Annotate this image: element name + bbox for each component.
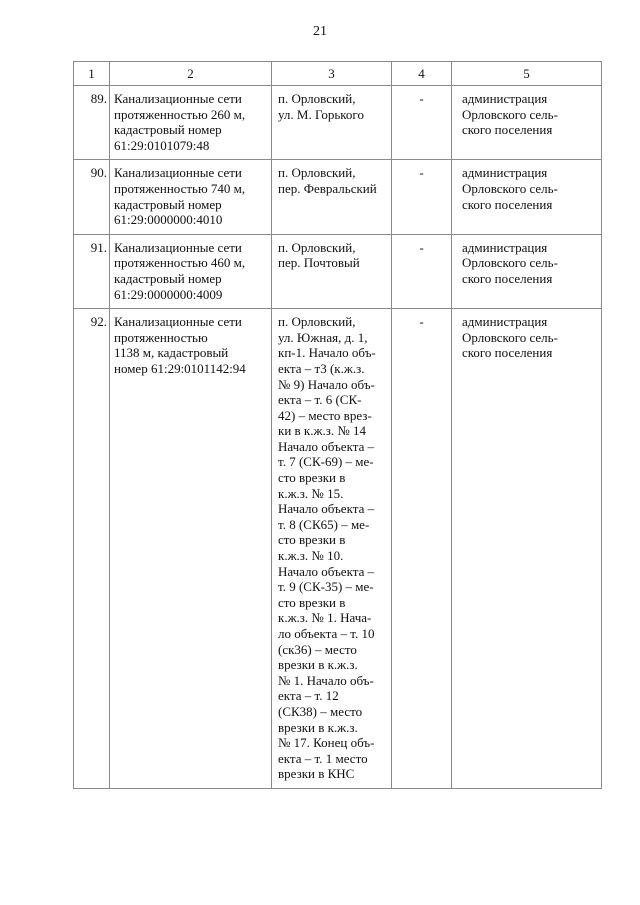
column-header: 3 bbox=[272, 62, 392, 86]
object-name-line: кадастровый номер bbox=[114, 270, 222, 286]
address-line: сто врезки в bbox=[278, 594, 346, 610]
address-line: к.ж.з. № 1. Нача- bbox=[278, 610, 372, 626]
object-name-line: Канализационные сети bbox=[114, 165, 242, 181]
column-4-value: - bbox=[392, 309, 452, 789]
object-name-line: кадастровый номер bbox=[114, 122, 222, 138]
address-line: (СК38) – место bbox=[278, 703, 363, 719]
address-cell bbox=[272, 86, 392, 160]
address-line: пер. Февральский bbox=[278, 180, 377, 196]
address-line: 42) – место врез- bbox=[278, 407, 372, 423]
address-line: врезки в к.ж.з. bbox=[278, 719, 358, 735]
owner-line: Орловского сель- bbox=[462, 329, 558, 345]
object-name-cell bbox=[110, 86, 272, 160]
row-number: 91. bbox=[74, 234, 110, 308]
object-name-line: 1138 м, кадастровый bbox=[114, 345, 229, 361]
address-line: к.ж.з. № 15. bbox=[278, 485, 344, 501]
owner-line: Орловского сель- bbox=[462, 106, 558, 122]
row-number: 92. bbox=[74, 309, 110, 789]
address-line: врезки в КНС bbox=[278, 766, 355, 782]
object-name-cell bbox=[110, 234, 272, 308]
table-row bbox=[74, 86, 602, 160]
address-line: Начало объекта – bbox=[278, 563, 375, 579]
object-name-line: протяженностью bbox=[114, 329, 208, 345]
address-line: ло объекта – т. 10 bbox=[278, 626, 375, 641]
owner-cell bbox=[452, 309, 602, 789]
table-row bbox=[74, 234, 602, 308]
column-header: 5 bbox=[452, 62, 602, 86]
owner-line: администрация bbox=[462, 239, 548, 255]
address-line: № 1. Начало объ- bbox=[278, 672, 374, 688]
owner-line: ского поселения bbox=[462, 122, 553, 138]
table-row bbox=[74, 309, 602, 789]
object-name-line: Канализационные сети bbox=[114, 239, 242, 255]
row-number: 89. bbox=[74, 86, 110, 160]
owner-line: администрация bbox=[462, 91, 548, 106]
address-line: ул. Южная, д. 1, bbox=[278, 329, 368, 345]
owner-cell bbox=[452, 234, 602, 308]
address-line: ул. М. Горького bbox=[278, 106, 364, 122]
object-name-line: Канализационные сети bbox=[114, 314, 242, 330]
registry-table bbox=[73, 61, 602, 789]
address-line: т. 7 (СК-69) – ме- bbox=[278, 454, 374, 470]
owner-line: администрация bbox=[462, 314, 548, 330]
address-cell bbox=[272, 160, 392, 234]
owner-line: ского поселения bbox=[462, 345, 553, 361]
address-line: п. Орловский, bbox=[278, 314, 356, 330]
column-header: 4 bbox=[392, 62, 452, 86]
owner-line: ского поселения bbox=[462, 270, 553, 286]
address-line: кп-1. Начало объ- bbox=[278, 345, 376, 361]
address-line: п. Орловский, bbox=[278, 165, 356, 181]
address-line: екта – т. 12 bbox=[278, 688, 339, 704]
address-cell bbox=[272, 309, 392, 789]
address-line: п. Орловский, bbox=[278, 239, 356, 255]
object-name-line: протяженностью 260 м, bbox=[114, 106, 246, 122]
table-row bbox=[74, 160, 602, 234]
address-line: пер. Почтовый bbox=[278, 255, 360, 271]
column-4-value: - bbox=[392, 234, 452, 308]
table-header-row bbox=[74, 62, 602, 86]
owner-cell bbox=[452, 160, 602, 234]
object-name-line: протяженностью 740 м, bbox=[114, 180, 246, 196]
address-line: сто врезки в bbox=[278, 470, 346, 486]
address-line: екта – т3 (к.ж.з. bbox=[278, 360, 365, 376]
row-number: 90. bbox=[74, 160, 110, 234]
address-line: ки в к.ж.з. № 14 bbox=[278, 423, 366, 439]
address-line: (ск36) – место bbox=[278, 641, 357, 657]
owner-line: Орловского сель- bbox=[462, 180, 558, 196]
object-name-line: Канализационные сети bbox=[114, 91, 242, 106]
address-cell bbox=[272, 234, 392, 308]
owner-line: Орловского сель- bbox=[462, 255, 558, 271]
owner-line: администрация bbox=[462, 165, 548, 181]
page-number: 21 bbox=[313, 24, 327, 39]
address-line: п. Орловский, bbox=[278, 91, 356, 106]
address-line: Начало объекта – bbox=[278, 438, 375, 454]
owner-cell bbox=[452, 86, 602, 160]
column-4-value: - bbox=[392, 160, 452, 234]
address-line: екта – т. 6 (СК- bbox=[278, 392, 362, 408]
object-name-line: 61:29:0000000:4009 bbox=[114, 286, 223, 302]
object-name-line: кадастровый номер bbox=[114, 196, 222, 212]
column-4-value: - bbox=[392, 86, 452, 160]
address-line: Начало объекта – bbox=[278, 501, 375, 517]
address-line: екта – т. 1 место bbox=[278, 750, 368, 766]
address-line: № 9) Начало объ- bbox=[278, 376, 375, 392]
address-line: № 17. Конец объ- bbox=[278, 735, 375, 751]
object-name-line: 61:29:0101079:48 bbox=[114, 137, 210, 153]
address-line: т. 9 (СК-35) – ме- bbox=[278, 579, 374, 595]
owner-line: ского поселения bbox=[462, 196, 553, 212]
object-name-cell bbox=[110, 309, 272, 789]
object-name-line: протяженностью 460 м, bbox=[114, 255, 246, 271]
object-name-cell bbox=[110, 160, 272, 234]
address-line: т. 8 (СК65) – ме- bbox=[278, 516, 370, 532]
column-header: 1 bbox=[74, 62, 110, 86]
address-line: сто врезки в bbox=[278, 532, 346, 548]
object-name-line: номер 61:29:0101142:94 bbox=[114, 360, 246, 376]
column-header: 2 bbox=[110, 62, 272, 86]
object-name-line: 61:29:0000000:4010 bbox=[114, 212, 223, 228]
address-line: к.ж.з. № 10. bbox=[278, 548, 344, 564]
address-line: врезки в к.ж.з. bbox=[278, 657, 358, 673]
